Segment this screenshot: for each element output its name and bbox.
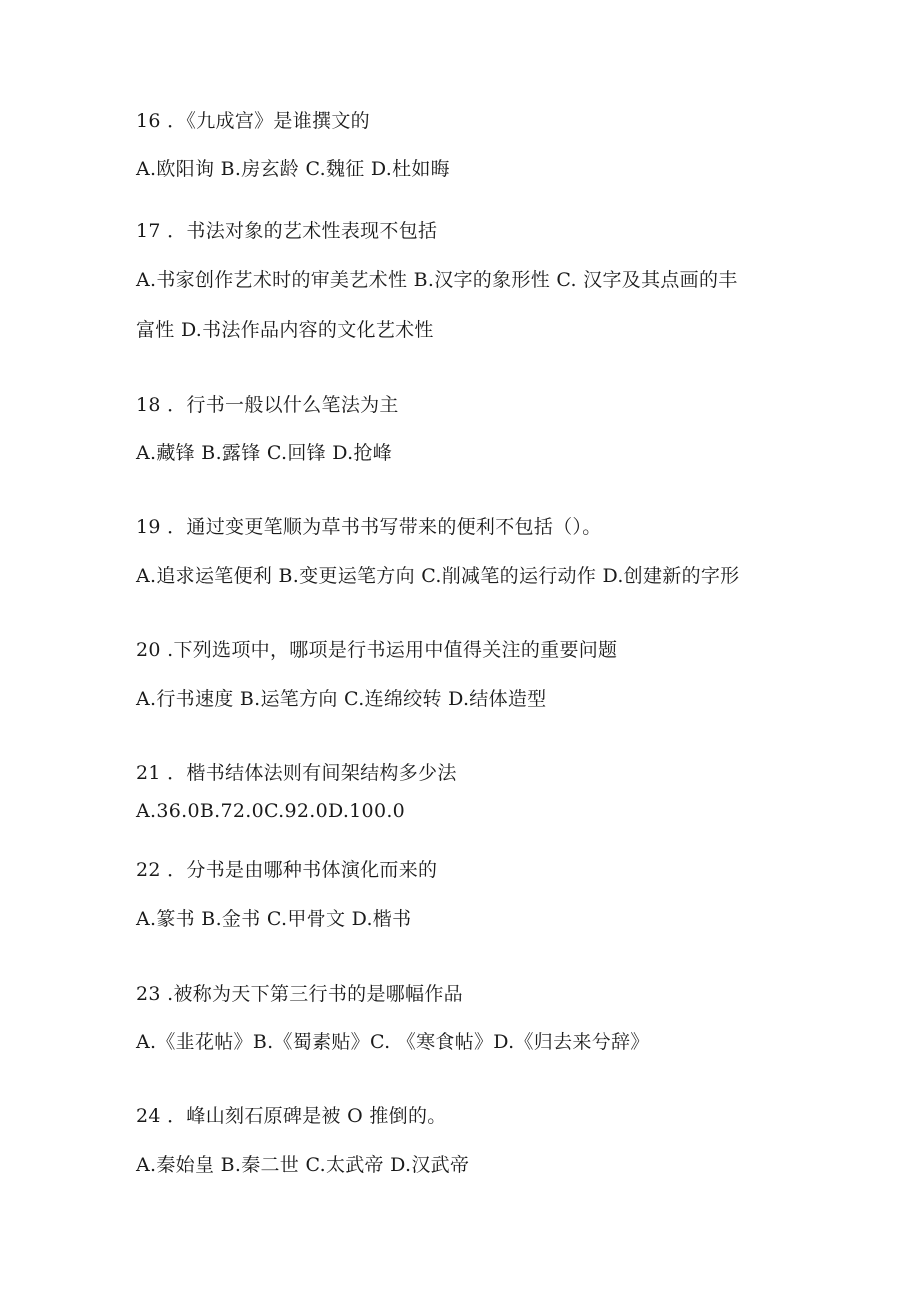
question-21-stem: 21 ．楷书结体法则有间架结构多少法 — [136, 762, 457, 784]
question-23-options: A.《韭花帖》B.《蜀素贴》C. 《寒食帖》D.《归去来兮辞》 — [136, 1031, 650, 1053]
question-20-stem: 20 .下列选项中，哪项是行书运用中值得关注的重要问题 — [136, 639, 618, 661]
question-19-options: A.追求运笔便利 B.变更运笔方向 C.削减笔的运行动作 D.创建新的字形 — [136, 565, 740, 587]
question-21-options: A.36.0B.72.0C.92.0D.100.0 — [136, 800, 406, 822]
question-20-options: A.行书速度 B.运笔方向 C.连绵绞转 D.结体造型 — [136, 688, 547, 710]
question-17-options-line-2: 富性 D.书法作品内容的文化艺术性 — [136, 319, 434, 341]
question-23-stem: 23 .被称为天下第三行书的是哪幅作品 — [136, 983, 463, 1005]
question-18-stem: 18 ．行书一般以什么笔法为主 — [136, 394, 399, 416]
question-19-stem: 19 ．通过变更笔顺为草书书写带来的便利不包括（）。 — [136, 516, 602, 538]
question-16-options: A.欧阳询 B.房玄龄 C.魏征 D.杜如晦 — [136, 158, 450, 180]
question-16-stem: 16 ．《九成宫》是谁撰文的 — [136, 110, 370, 132]
question-18-options: A.藏锋 B.露锋 C.回锋 D.抢峰 — [136, 442, 393, 464]
question-22-options: A.篆书 B.金书 C.甲骨文 D.楷书 — [136, 908, 412, 930]
question-22-stem: 22 ．分书是由哪种书体演化而来的 — [136, 859, 438, 881]
question-24-stem: 24 ．峰山刻石原碑是被 O 推倒的。 — [136, 1105, 447, 1127]
question-17-stem: 17 ．书法对象的艺术性表现不包括 — [136, 220, 438, 242]
question-24-options: A.秦始皇 B.秦二世 C.太武帝 D.汉武帝 — [136, 1154, 470, 1176]
question-17-options-line-1: A.书家创作艺术时的审美艺术性 B.汉字的象形性 C. 汉字及其点画的丰 — [136, 269, 738, 291]
